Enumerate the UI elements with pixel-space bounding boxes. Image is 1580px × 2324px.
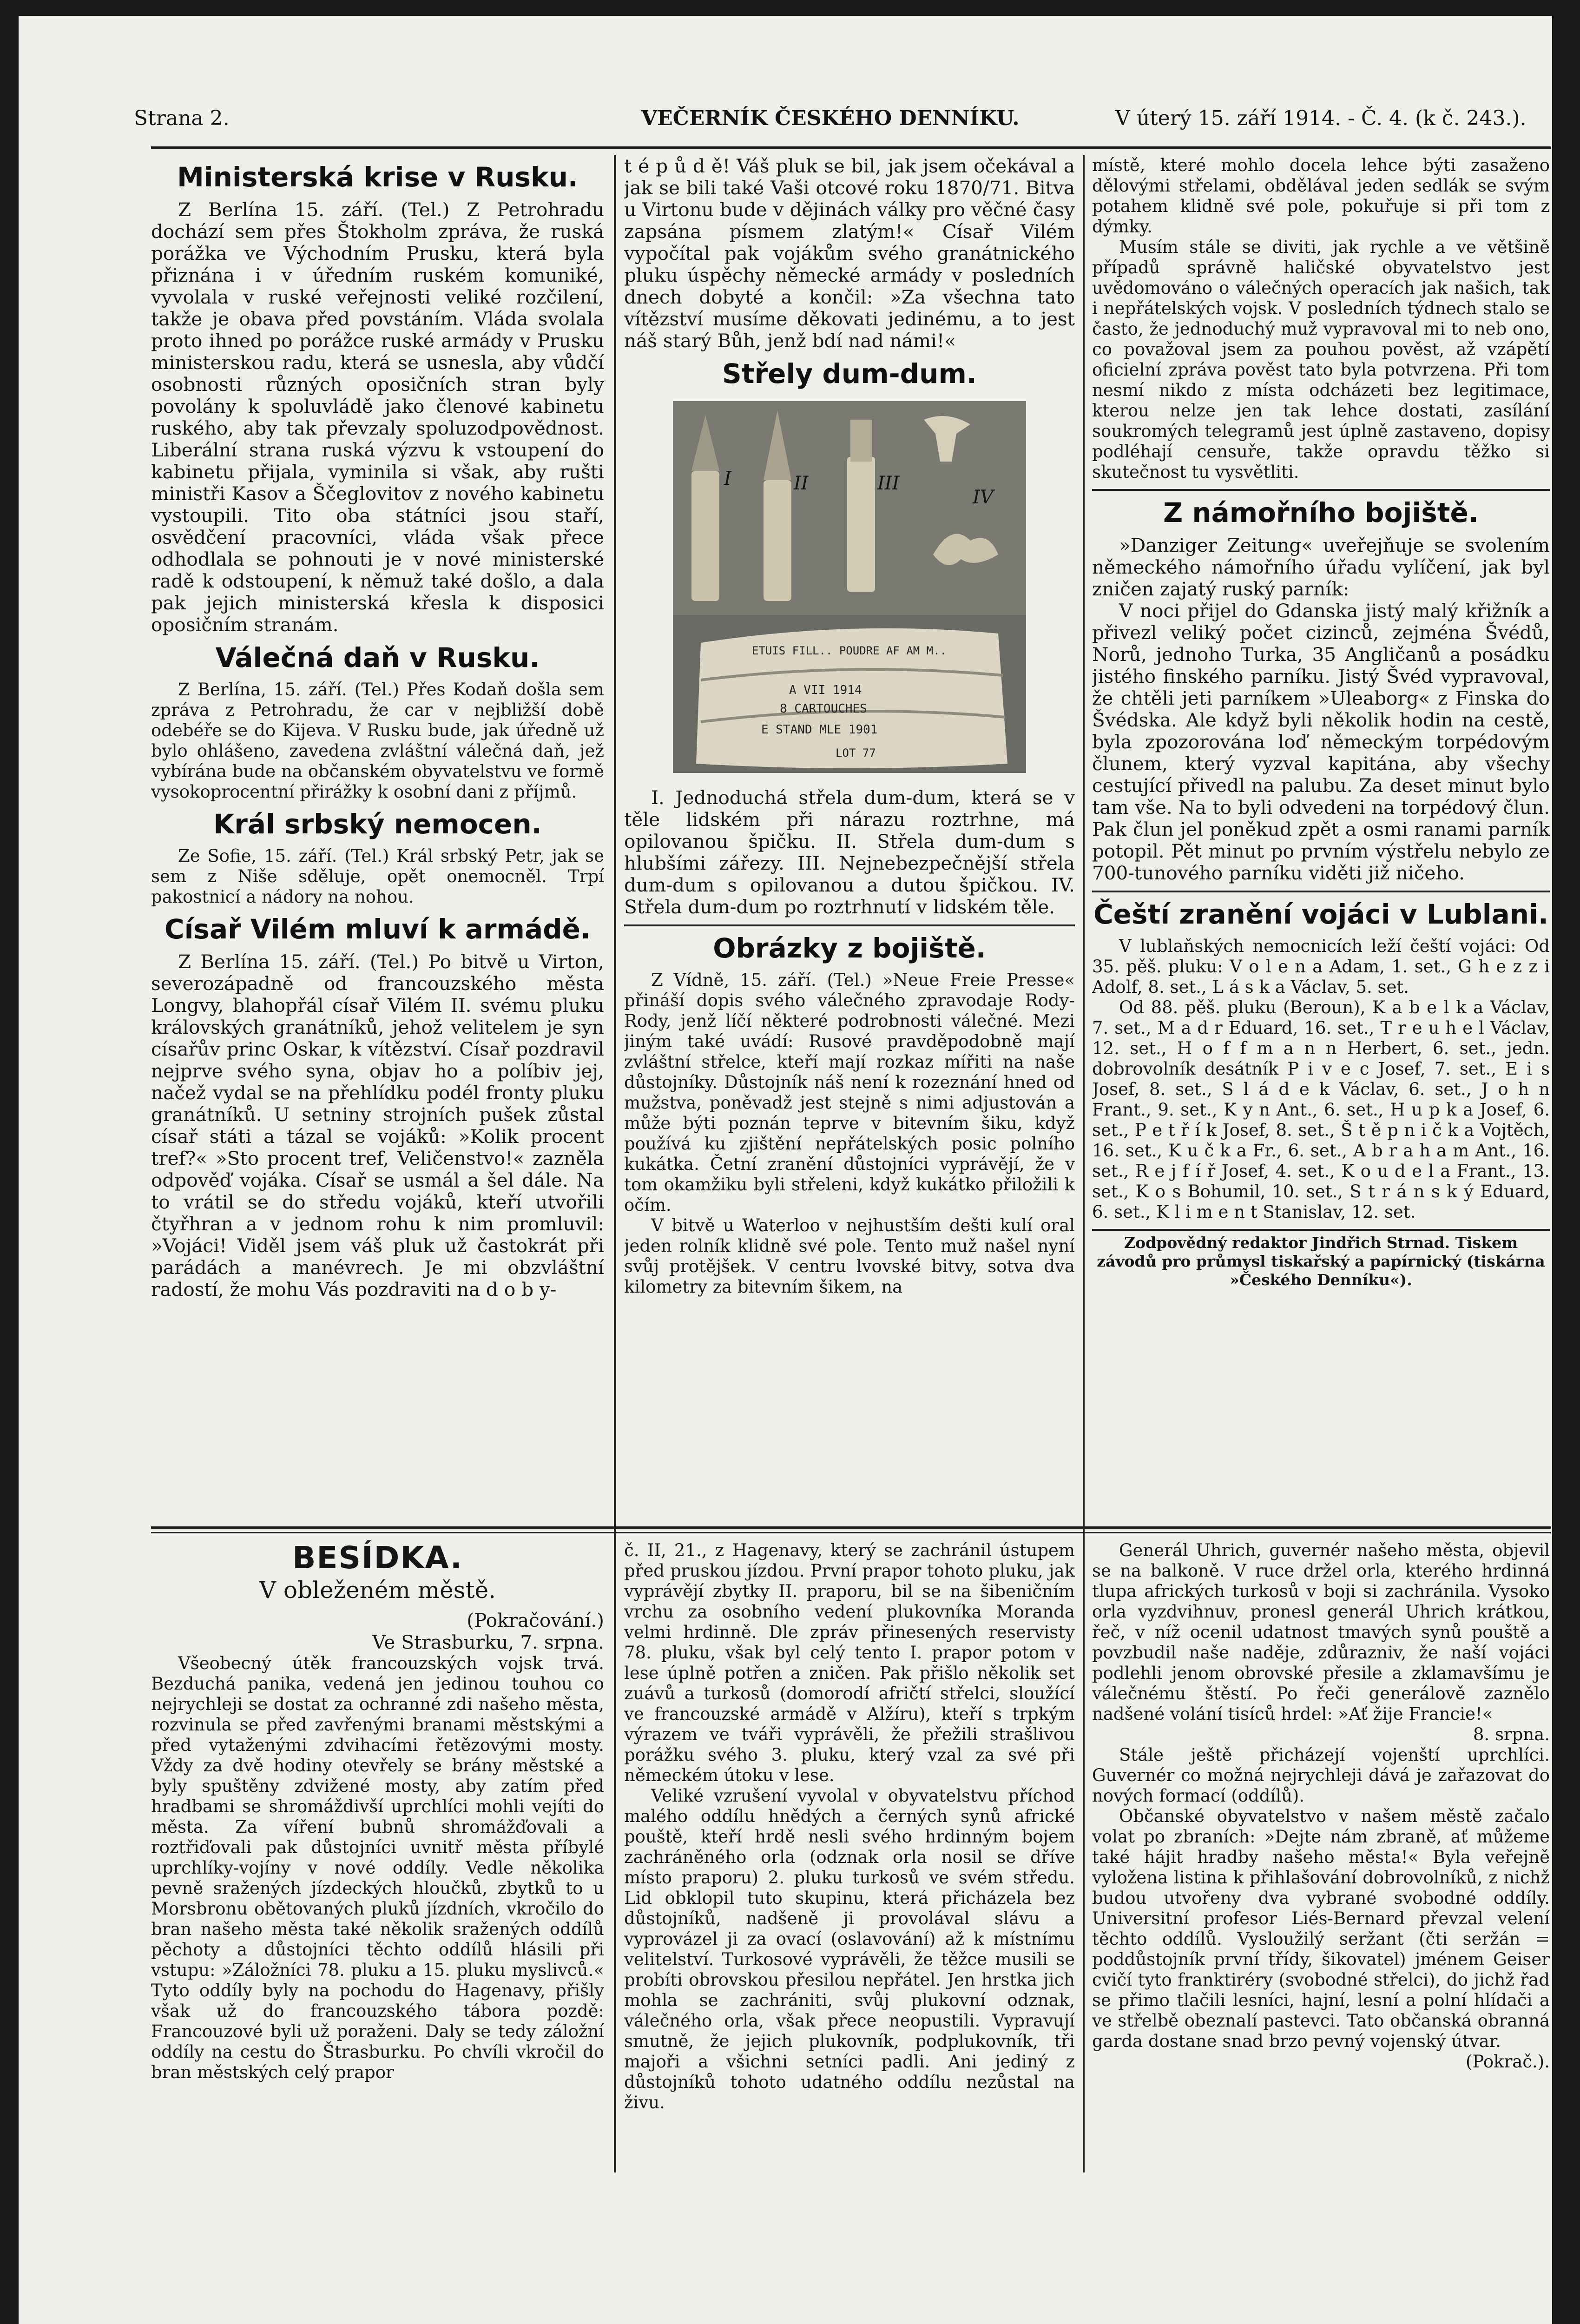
header-rule <box>151 146 1551 149</box>
article-obrazky-cont: místě, které mohlo docela lehce býti zasaženo dělovými střelami, obdělával jeden sedlák se svým potahem klidně své pole, pokuřuje si při tom z dýmky. <box>1092 155 1550 237</box>
caption-strely-dum-dum: I. Jednoduchá střela dum-dum, která se v těle lidském při nárazu roztrhne, má opilovanou špičku. II. Střela dum-dum s hlubšími zářezy. III. Nejnebezpečnější střela dum-dum s opilovanou a dutou špičkou. IV. Střela dum-dum po roztrhnutí v lidském těle. <box>624 786 1075 918</box>
besidka-rule-top <box>151 1526 1551 1529</box>
column-2 <box>624 155 1075 1519</box>
section-rule-obrazky <box>624 924 1075 926</box>
headline-kral-srbsky: Král srbský nemocen. <box>213 808 542 840</box>
page-number: Strana 2. <box>134 106 230 130</box>
besidka-text-1: Všeobecný útěk francouzských vojsk trvá. Bezduchá panika, vedená jen jedinou touhou co nejrychleji se dostat za ochranné zdi našeho města, rozvinula se před zavřenými branami městskými a před vytaženými zdvihacími řetězovými mosty. Vždy za dvě hodiny otevřely se brány městské a byly spuštěny zdvižené mosty, aby zatím před hradbami se shromáždivší uprchlíci mohli vejíti do města. Za víření bubnů shromážďovali a roztřiďovali pak důstojníci uvnitř města příbylé uprchlíky-vojíny v nové oddíly. Vedle několika pevně sražených jízdeckých hloučků, zbytků to u Morsbronu obětovaných pluků jízdních, vkročilo do bran našeho města také několik sražených oddílů pěchoty a důstojníci těchto oddílů hlásili při vstupu: »Záložníci 78. pluku a 15. pluku myslivců.« Tyto oddíly byly na pochodu do Hagenavy, přišly však už do francouzského tábora pozdě: Francouzové byli už poraženi. Daly se tedy záložní oddíly na cestu do Štrasburku. Po chvíli vkročil do bran městských celý prapor <box>151 1653 604 2082</box>
bullet-i <box>691 471 719 601</box>
newspaper-page <box>19 16 1552 2324</box>
besidka-continued: (Pokrač.). <box>1466 2052 1550 2072</box>
continued-note: (Pokračování.) <box>467 1609 604 1631</box>
package-text-4: E STAND MLE 1901 <box>761 723 878 737</box>
besidka-text-2: č. II, 21., z Hagenavy, který se zachránil ústupem před pruskou jízdou. První prapor tohoto pluku, jak vyprávějí zbytky II. praporu, bil se na šibeničním vrchu za osobního vedení plukovníka Moranda velmi hrdinně. Dle zpráv přinesených reservisty 78. pluku, však byl celý tento I. prapor potom v lese úplně potřen a zničen. Pak přišlo několik set zuávů a turkosů (domorodí afričtí střelci, sloužící ve francouzské armádě v Alžíru), kteří s trpkým výrazem ve tváři vyprávěli, že přežili strašlivou porážku svého 3. pluku, který vzal za své při německém útoku v lese. <box>624 1540 1075 1785</box>
package-text-5: LOT 77 <box>836 746 876 759</box>
bullet-iii <box>847 457 875 592</box>
photo-label-1: I <box>724 468 731 489</box>
besidka-rule-bottom <box>151 1532 1551 1533</box>
article-namorni-intro: »Danziger Zeitung« uveřejňuje se svolením německého námořního úřadu vylíčení, jak byl zničen zajatý ruský parník: <box>1092 534 1550 600</box>
issue-date: V úterý 15. září 1914. - Č. 4. (k č. 243.). <box>1115 106 1527 130</box>
photo-label-3: III <box>877 473 900 494</box>
package-text-2: A VII 1914 <box>789 683 862 697</box>
bullet-ii <box>764 480 791 601</box>
article-namorni-body: V noci přijel do Gdanska jistý malý křižník a přivezl veliký počet cizinců, zejména Švédů, Norů, jednoho Turka, 35 Angličanů a posádku jistého finského parníku. Jistý Švéd vypravoval, že chtěli jeti parníkem »Uleaborg« z Finska do Švédska. Ale když byli několik hodin na cestě, byla zpozorována loď německým torpédovým člunem, který vyzval kapitána, aby všechy cestující přivedl na palubu. Za deset minut bylo tam vše. Na to byli odvedeni na torpédový člun. Pak člun jel poněkud zpět a osmi ranami parník potopil. Pět minut po prvním výstřelu nebylo ze 700-tunového parníku viděti již ničeho. <box>1092 600 1550 884</box>
column-rule-1 <box>614 155 616 2172</box>
headline-ministerska-krise: Ministerská krise v Rusku. <box>177 161 578 193</box>
headline-namorni-bojiste: Z námořního bojiště. <box>1163 497 1479 528</box>
article-musim-se-divit: Musím stále se diviti, jak rychle a ve většině případů správně haličské obyvatelstvo jest uvědomováno o válečných operacích jak našich, tak i nepřátelských vojsk. V posledních týdnech stalo se často, že jednoduchý muž vypravoval mi to neb ono, co považoval jsem za pouhou pověst, až vzápětí oficielní zpráva pověst tato byla potvrzena. Při tom nesmí nikdo z místa odcházeti bez legitimace, kterou nelze jen tak lehce dostati, zasílání soukromých telegramů jest úplně zastaveno, dopisy podléhají censuře, takže opravdu těžko si skutečnost tu vysvětliti. <box>1092 237 1550 482</box>
article-cisar-vilem-cont: t é p ů d ě! Váš pluk se bil, jak jsem očekával a jak se bili také Vaši otcové roku 1870/71. Bitva u Virtonu bude v dějinách války pro věčné časy zapsána písmem zlatým!« Císař Vilém vypočítal pak vojákům svého granátnického pluku úspěchy německé armády v posledních dnech dobyté a končil: »Za všechna tato vítězství musíme děkovati jedinému, a to jest náš starý Bůh, jenž bdí nad námi!« <box>624 155 1075 352</box>
bullets-illustration <box>673 401 1026 773</box>
imprint: Zodpovědný redaktor Jindřich Strnad. Tiskem závodů pro průmysl tiskařský a papírnický (tiskárna »Českého Denníku«). <box>1097 1234 1545 1289</box>
column-3 <box>1092 155 1550 1519</box>
column-1 <box>151 155 604 1519</box>
article-kral-srbsky: Ze Sofie, 15. září. (Tel.) Král srbský Petr, jak se sem z Niše sděluje, opět onemocněl. Trpí pakostnicí a nádory na nohou. <box>151 846 604 907</box>
article-obrazky-2: V bitvě u Waterloo v nejhustším dešti kulí oral jeden rolník klidně své pole. Tento muž našel nyní svůj protějšek. V centru lvovské bitvy, sotva dva kilometry za bitevním šikem, na <box>624 1215 1075 1297</box>
besidka-text-2b: Veliké vzrušení vyvolal v obyvatelstvu příchod malého oddílu hnědých a černých synů africké pouště, kteří hrdě nesli svého hrdinným bojem zachráněného orla (odznak orla nosil se dříve místo praporu) 2. pluku turkosů ve svém středu. Lid obklopil tuto skupinu, která přicházela bez důstojníků, nadšeně ji provolával slávu a vyprovázel ji za ovací (oslavování) až k místnímu velitelství. Turkosové vyprávěli, že těžce musili se probíti obrovskou přesilou nepřátel. Jen hrstka jich mohla se zachrániti, svůj plukovní odznak, válečného orla, však přece neopustili. Vypravují smutně, že jejich plukovník, podplukovník, tři majoři a všichni setníci padli. Ani jediný z důstojníků tohoto udatného oddílu nezůstal na živu. <box>624 1786 1075 2113</box>
headline-obrazky-z-bojiste: Obrázky z bojiště. <box>713 932 986 964</box>
article-cesti-zraneni-88: Od 88. pěš. pluku (Beroun), K a b e l k a Václav, 7. set., M a d r Eduard, 16. set., T r e u h e l Václav, 12. set., H o f f m a n n Herbert, 6. set., jedn. dobrovolník desátník P i v e c Josef, 7. set., E i s Josef, 8. set., S l á d e k Václav, 6. set., J o h n Frant., 9. set., K y n Ant., 6. set., H u p k a Josef, 6. set., P e t ř í k Josef, 8. set., Š t ě p n i č k a Vojtěch, 16. set., K u č k a Fr., 6. set., A b r a h a m Ant., 16. set., R e j f í ř Josef, 4. set., K o u d e l a Frant., 13. set., K o s Bohumil, 10. set., S t r á n s k ý Eduard, 6. set., K l i m e n t Stanislav, 12. set. <box>1092 997 1550 1222</box>
article-ministerska-krise: Z Berlína 15. září. (Tel.) Z Petrohradu dochází sem přes Štokholm zpráva, že ruská porážka ve Východním Prusku, která byla přiznána i v úředním ruském komuniké, vyvolala v ruské veřejnosti veliké rozčilení, takže je obava před povstáním. Vláda svolala proto ihned po porážce ruské armády v Prusku ministerskou radu, která se usnesla, aby vůdčí osobnosti různých oposičních stran byly povolány k spoluvládě jako členové kabinetu ruského, aby tak převzaly spoluzodpovědnost. Liberální strana ruská výzvu k vstoupení do kabinetu přijala, vyminila si však, aby rušti ministři Kasov a Ščeglovitov z nového kabinetu vystoupili. Tito oba státníci jsou staří, osvědčení pracovníci, vláda však přece odhodlala se pohnouti je v nové ministerské radě k odstoupení, k němuž také došlo, a dala pak jejich ministerská křesla k disposici oposičním stranám. <box>151 198 604 636</box>
column-rule-2 <box>1083 155 1085 2172</box>
besidka-column-2 <box>624 1540 1075 2172</box>
headline-cisar-vilem: Císař Vilém mluví k armádě. <box>165 913 591 945</box>
article-obrazky-1: Z Vídně, 15. září. (Tel.) »Neue Freie Presse« přináší dopis svého válečného zpravodaje Rody-Rody, jenž líčí některé podrobnosti válečné. Mezi jiným také uvádí: Rusové pravděpodobně mají zvláštní střelce, kteří mají rozkaz mířiti na naše důstojníky. Důstojník náš není k rozeznání hned od mužstva, poněvadž jest stejně s nimi adjustován a může býti poznán teprve v bitevním šiku, když používá ku zjištění nepřátelských posic polního kukátka. Četní zranění důstojníci vyprávějí, že v tom okamžiku byli střeleni, když kukátko přiložili k očím. <box>624 970 1075 1215</box>
besidka-column-1 <box>151 1540 604 2172</box>
photo-label-2: II <box>794 473 809 494</box>
besidka-text-3: Generál Uhrich, guvernér našeho města, objevil se na balkoně. V ruce držel orla, kterého hrdinná tlupa afrických turkosů v boji si zachránila. Vysoko orla vyzdvihnuv, pronesl generál Uhrich krátkou, řeč, v níž ocenil udatnost tmavých synů pouště a povzbudil naše naděje, zdůrazniv, že naší vojáci podlehli jenom obrovské přesile a zklamavšímu je válečnému štěstí. Po řeči generálově zaznělo nadšené volání tisíců hrdel: »Ať žije Francie!« <box>1092 1540 1550 1724</box>
section-rule-imprint <box>1092 1229 1550 1231</box>
besidka-date-2: 8. srpna. <box>1473 1724 1550 1744</box>
article-cesti-zraneni: V lublaňských nemocnicích leží čeští vojáci: Od 35. pěš. pluku: V o l e n a Adam, 1. set., G h e z z i Adolf, 8. set., L á s k a Václav, 5. set. <box>1092 936 1550 997</box>
article-cisar-vilem: Z Berlína 15. září. (Tel.) Po bitvě u Virton, severozápadně od francouzského města Longvy, blahopřál císař Vilém II. svému pluku královských granátníků, jehož velitelem je syn císařův princ Oskar, k vítězství. Císař pozdravil nejprve svého syna, objav ho a políbiv jej, načež vydal se na přehlídku podél fronty pluku granátníků. U setniny strojních pušek zůstal císař státi a tázal se vojáků: »Kolik procent tref?« »Sto procent tref, Veličenstvo!« zazněla odpověď vojáka. Císař se usmál a šel dále. Na to vrátil se do středu vojáků, kteří utvořili čtyřhran a v jednom rohu k nim promluvil: »Vojáci! Viděl jsem váš pluk už častokrát při parádách a manévrech. Je mi obzvláštní radostí, že mohu Vás pozdraviti na d o b y- <box>151 951 604 1301</box>
package-text-3: 8 CARTOUCHES <box>780 702 867 716</box>
besidka-subtitle: V obleženém městě. <box>259 1577 496 1604</box>
besidka-dateline: Ve Strasburku, 7. srpna. <box>372 1631 604 1653</box>
besidka-column-3 <box>1092 1540 1550 2172</box>
section-rule-namorni <box>1092 489 1550 491</box>
headline-valecna-dan: Válečná daň v Rusku. <box>215 642 540 673</box>
besidka-title: BESÍDKA. <box>292 1540 463 1576</box>
headline-cesti-zraneni: Čeští zranění vojáci v Lublani. <box>1093 898 1548 930</box>
besidka-text-3b: Stále ještě přicházejí vojenští uprchlíci. Guvernér co možná nejrychleji dává je zařazovat do nových formací (oddílů). <box>1092 1745 1550 1806</box>
article-valecna-dan: Z Berlína, 15. září. (Tel.) Přes Kodaň došla sem zpráva z Petrohradu, že car v nejbližší době odebéře se do Kijeva. V Rusku bude, jak úředně už bylo ohlášeno, zavedena zvláštní válečná daň, jež vybírána bude na občanském obyvatelstvu ve formě vysokoprocentní přirážky k osobní dani z příjmů. <box>151 680 604 802</box>
section-rule-cesti <box>1092 891 1550 892</box>
besidka-text-3c: Občanské obyvatelstvo v našem městě začalo volat po zbraních: »Dejte nám zbraně, ať můžeme také hájit hradby našeho města!« Byla veřejně vyložena listina k přihlašování dobrovolníků, z nichž budou utvořeny dva vybrané svobodné oddíly. Universitní profesor Liés-Bernard převzal velení těchto oddílů. Vysloužilý seržant (čti seržán = poddůstojník první třídy, šikovatel) jménem Geiser cvičí tyto franktiréry (svobodné střelci), do jichž řad se přimo tlačili lesníci, hajní, lesní a polní hlídači a ve střelbě obeznalí pastevci. Tato občanská obranná garda dostane snad brzo pevný vojenský útvar. <box>1092 1806 1550 2051</box>
masthead-title: VEČERNÍK ČESKÉHO DENNÍKU. <box>641 106 1020 130</box>
package-text-1: ETUIS FILL.. POUDRE AF AM M.. <box>752 644 947 657</box>
dum-dum-bullets-photo <box>673 401 1026 773</box>
photo-label-4: IV <box>973 487 994 508</box>
headline-strely-dum-dum: Střely dum-dum. <box>722 358 977 390</box>
